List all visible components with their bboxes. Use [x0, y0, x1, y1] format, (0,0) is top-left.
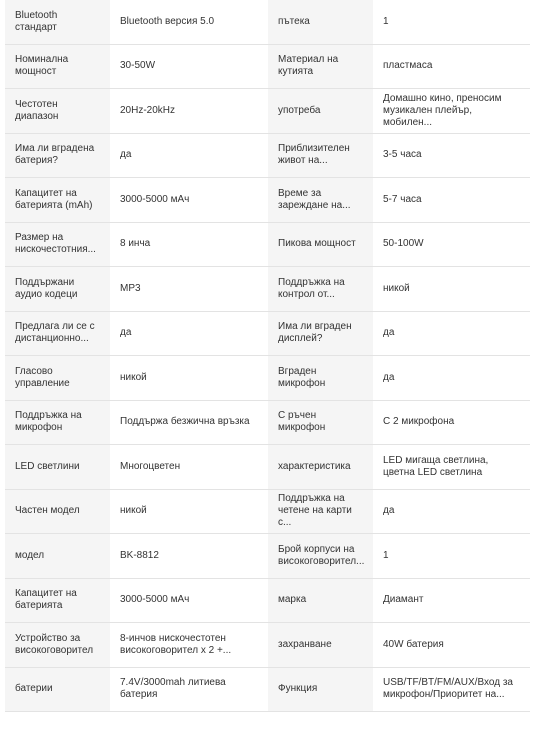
spec-label: Честотен диапазон — [5, 89, 110, 134]
spec-label: характеристика — [268, 445, 373, 490]
spec-value: 30-50W — [110, 44, 268, 89]
spec-label: Поддържани аудио кодеци — [5, 267, 110, 312]
spec-row — [5, 667, 530, 712]
spec-row — [5, 623, 530, 668]
specifications-table — [5, 0, 530, 712]
specifications-table-body — [5, 0, 530, 712]
spec-value: да — [373, 311, 530, 356]
spec-value: LED мигаща светлина, цветна LED светлина — [373, 445, 530, 490]
spec-label: Брой корпуси на високоговорител... — [268, 534, 373, 579]
spec-label: Bluetooth стандарт — [5, 0, 110, 44]
spec-row — [5, 311, 530, 356]
spec-label: Вграден микрофон — [268, 356, 373, 401]
spec-label: Частен модел — [5, 489, 110, 534]
spec-value: никой — [110, 489, 268, 534]
spec-row — [5, 356, 530, 401]
spec-label: Капацитет на батерията (mAh) — [5, 178, 110, 223]
spec-label: Материал на кутията — [268, 44, 373, 89]
spec-label: Има ли вградена батерия? — [5, 133, 110, 178]
spec-value: 8 инча — [110, 222, 268, 267]
spec-value: Bluetooth версия 5.0 — [110, 0, 268, 44]
spec-label: Гласово управление — [5, 356, 110, 401]
spec-row — [5, 178, 530, 223]
spec-label: Капацитет на батерията — [5, 578, 110, 623]
spec-value: 8-инчов нискочестотен високоговорител x 2 +... — [110, 623, 268, 668]
spec-row — [5, 133, 530, 178]
spec-value: 50-100W — [373, 222, 530, 267]
spec-label: Приблизителен живот на... — [268, 133, 373, 178]
spec-row — [5, 0, 530, 44]
spec-value: 1 — [373, 534, 530, 579]
spec-value: никой — [110, 356, 268, 401]
spec-value: Диамант — [373, 578, 530, 623]
spec-value: да — [373, 489, 530, 534]
spec-value: USB/TF/BT/FM/AUX/Вход за микрофон/Приоритет на... — [373, 667, 530, 712]
spec-value: 40W батерия — [373, 623, 530, 668]
spec-label: Устройство за високоговорител — [5, 623, 110, 668]
spec-value: BK-8812 — [110, 534, 268, 579]
spec-label: Размер на нискочестотния... — [5, 222, 110, 267]
spec-label: марка — [268, 578, 373, 623]
spec-value: да — [110, 133, 268, 178]
spec-label: Има ли вграден дисплей? — [268, 311, 373, 356]
spec-row — [5, 445, 530, 490]
spec-row — [5, 400, 530, 445]
spec-value: Поддържа безжична връзка — [110, 400, 268, 445]
spec-value: пластмаса — [373, 44, 530, 89]
spec-label: захранване — [268, 623, 373, 668]
spec-label: пътека — [268, 0, 373, 44]
spec-value: никой — [373, 267, 530, 312]
spec-row — [5, 489, 530, 534]
spec-value: 7.4V/3000mah литиева батерия — [110, 667, 268, 712]
spec-label: батерии — [5, 667, 110, 712]
spec-row — [5, 89, 530, 134]
spec-label: модел — [5, 534, 110, 579]
spec-row — [5, 534, 530, 579]
spec-value: С 2 микрофона — [373, 400, 530, 445]
spec-label: Номинална мощност — [5, 44, 110, 89]
spec-value: 1 — [373, 0, 530, 44]
spec-value: 5-7 часа — [373, 178, 530, 223]
spec-label: Предлага ли се с дистанционно... — [5, 311, 110, 356]
spec-value: 3-5 часа — [373, 133, 530, 178]
spec-label: С ръчен микрофон — [268, 400, 373, 445]
spec-label: Поддръжка на четене на карти с... — [268, 489, 373, 534]
spec-label: Време за зареждане на... — [268, 178, 373, 223]
spec-value: 20Hz-20kHz — [110, 89, 268, 134]
spec-value: да — [110, 311, 268, 356]
spec-row — [5, 267, 530, 312]
spec-value: 3000-5000 мАч — [110, 178, 268, 223]
spec-row — [5, 44, 530, 89]
spec-value: 3000-5000 мАч — [110, 578, 268, 623]
spec-label: Функция — [268, 667, 373, 712]
spec-row — [5, 578, 530, 623]
spec-value: Домашно кино, преносим музикален плейър, мобилен... — [373, 89, 530, 134]
spec-row — [5, 222, 530, 267]
spec-label: Пикова мощност — [268, 222, 373, 267]
spec-value: Многоцветен — [110, 445, 268, 490]
spec-value: MP3 — [110, 267, 268, 312]
spec-label: LED светлини — [5, 445, 110, 490]
spec-value: да — [373, 356, 530, 401]
spec-label: Поддръжка на микрофон — [5, 400, 110, 445]
spec-label: употреба — [268, 89, 373, 134]
spec-label: Поддръжка на контрол от... — [268, 267, 373, 312]
